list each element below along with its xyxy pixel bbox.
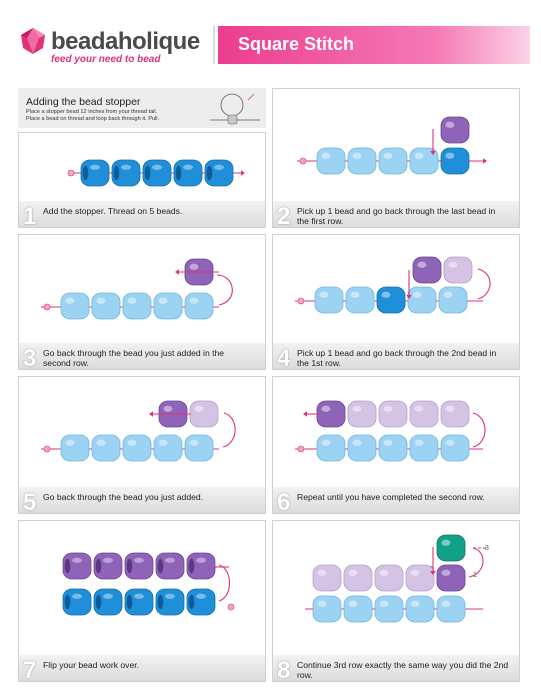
step-8-diagram — [273, 521, 520, 657]
step-2-number: 2 — [277, 203, 291, 228]
step-1-number: 1 — [23, 203, 37, 228]
bead — [94, 589, 122, 615]
step-6-text: Repeat until you have completed the second row. — [297, 492, 485, 502]
step-1-diagram — [19, 133, 266, 203]
bead — [441, 401, 469, 427]
step-4-number: 4 — [277, 345, 291, 370]
step-2-caption — [273, 201, 519, 227]
page-title: Square Stitch — [238, 34, 355, 54]
arrow-right-icon — [241, 170, 245, 176]
arrow-left-icon — [149, 411, 153, 417]
thread — [478, 269, 490, 299]
bead — [348, 435, 376, 461]
bead — [317, 148, 345, 174]
step-6-number: 6 — [277, 489, 291, 514]
bead — [379, 401, 407, 427]
bead — [410, 401, 438, 427]
bead — [348, 401, 376, 427]
thread — [473, 413, 485, 447]
bead — [379, 148, 407, 174]
label-1: 1 — [473, 572, 477, 579]
bead-added — [441, 117, 469, 143]
bead — [439, 287, 467, 313]
bead-added — [413, 257, 441, 283]
step-1-caption — [19, 201, 265, 227]
gem-icon — [18, 26, 48, 56]
step-4-caption — [273, 343, 519, 369]
step-5-panel — [18, 376, 266, 514]
bead — [61, 293, 89, 319]
label-3: 3 — [485, 545, 489, 552]
step-8-number: 8 — [277, 657, 291, 682]
step-6-caption — [273, 487, 519, 513]
bead — [63, 589, 91, 615]
step-8-caption — [273, 655, 519, 681]
stopper-bead — [44, 446, 50, 452]
bead — [317, 435, 345, 461]
step-5-number: 5 — [23, 489, 37, 514]
step-7-text: Flip your bead work over. — [43, 660, 140, 670]
step-5-caption — [19, 487, 265, 513]
bead — [174, 160, 202, 186]
bead — [344, 565, 372, 591]
bead — [377, 287, 405, 313]
bead — [123, 293, 151, 319]
bead — [185, 293, 213, 319]
bead-last — [441, 148, 469, 174]
bead — [313, 596, 341, 622]
step-6-diagram — [273, 377, 520, 489]
bead — [94, 553, 122, 579]
brand-tagline: feed your need to bead — [51, 54, 161, 65]
header-divider — [213, 26, 215, 64]
step-7-caption — [19, 655, 265, 681]
step-1-panel — [18, 132, 266, 228]
bead — [156, 553, 184, 579]
step-8-panel — [272, 520, 520, 682]
bead — [125, 589, 153, 615]
arrow-left-icon — [175, 269, 179, 275]
bead — [154, 293, 182, 319]
bead — [185, 435, 213, 461]
stopper-instructions — [26, 109, 206, 123]
bead — [348, 148, 376, 174]
stopper-bead — [68, 170, 74, 176]
bead — [143, 160, 171, 186]
bead — [92, 435, 120, 461]
bead — [410, 435, 438, 461]
stopper-line-2: Place a bead on thread and loop back through it. Pull. — [26, 116, 160, 122]
step-3-number: 3 — [23, 345, 37, 370]
bead — [441, 435, 469, 461]
bead — [81, 160, 109, 186]
step-4-diagram — [273, 235, 520, 345]
bead — [63, 553, 91, 579]
stopper-title: Adding the bead stopper — [26, 96, 141, 108]
bead — [61, 435, 89, 461]
thread — [223, 413, 235, 447]
step-5-diagram — [19, 377, 266, 489]
step-7-diagram — [19, 521, 266, 657]
bead — [313, 565, 341, 591]
bead-added — [317, 401, 345, 427]
bead-previous — [190, 401, 218, 427]
step-3-panel — [18, 234, 266, 370]
bead — [437, 596, 465, 622]
title-bar — [218, 26, 530, 64]
step-5-text: Go back through the bead you just added. — [43, 492, 204, 502]
bead — [123, 435, 151, 461]
bead — [375, 596, 403, 622]
header — [0, 0, 541, 80]
step-4-panel — [272, 234, 520, 370]
bead-previous — [444, 257, 472, 283]
step-2-diagram — [273, 89, 520, 203]
step-2-panel — [272, 88, 520, 228]
stopper-bead — [298, 446, 304, 452]
bead — [205, 160, 233, 186]
step-3-text: Go back through the bead you just added in the second row. — [43, 348, 225, 368]
step-3-caption — [19, 343, 265, 369]
bead — [92, 293, 120, 319]
bead — [315, 287, 343, 313]
step-4-text: Pick up 1 bead and go back through the 2nd bead in the 1st row. — [297, 348, 497, 368]
bead — [379, 435, 407, 461]
brand-name: beadaholique — [51, 28, 200, 55]
bead — [187, 553, 215, 579]
step-3-diagram — [19, 235, 266, 345]
bead — [408, 287, 436, 313]
step-1-text: Add the stopper. Thread on 5 beads. — [43, 206, 183, 216]
stopper-line-1: Place a stopper bead 12 inches from your thread tail. — [26, 109, 158, 115]
step-7-panel — [18, 520, 266, 682]
stopper-bead — [300, 158, 306, 164]
bead — [187, 589, 215, 615]
stopper-panel — [18, 88, 266, 128]
stopper-diagram — [208, 90, 264, 126]
bead — [125, 553, 153, 579]
stopper-bead — [228, 604, 234, 610]
bead — [112, 160, 140, 186]
bead-row-2 — [437, 565, 465, 591]
arrow-right-icon — [483, 158, 487, 164]
arrow-left-icon — [303, 411, 307, 417]
stopper-bead — [298, 298, 304, 304]
step-2-text: Pick up 1 bead and go back through the last bead in the first row. — [297, 206, 496, 226]
bead — [154, 435, 182, 461]
stopper-bead — [44, 304, 50, 310]
bead-row-3 — [437, 535, 465, 561]
step-6-panel — [272, 376, 520, 514]
bead — [406, 565, 434, 591]
step-8-text: Continue 3rd row exactly the same way you did the 2nd row. — [297, 660, 509, 680]
bead — [406, 596, 434, 622]
bead — [344, 596, 372, 622]
thread — [217, 275, 232, 305]
bead — [375, 565, 403, 591]
thread — [219, 565, 230, 601]
step-7-number: 7 — [23, 657, 37, 682]
bead — [156, 589, 184, 615]
bead — [346, 287, 374, 313]
brand-logo[interactable] — [18, 24, 218, 68]
